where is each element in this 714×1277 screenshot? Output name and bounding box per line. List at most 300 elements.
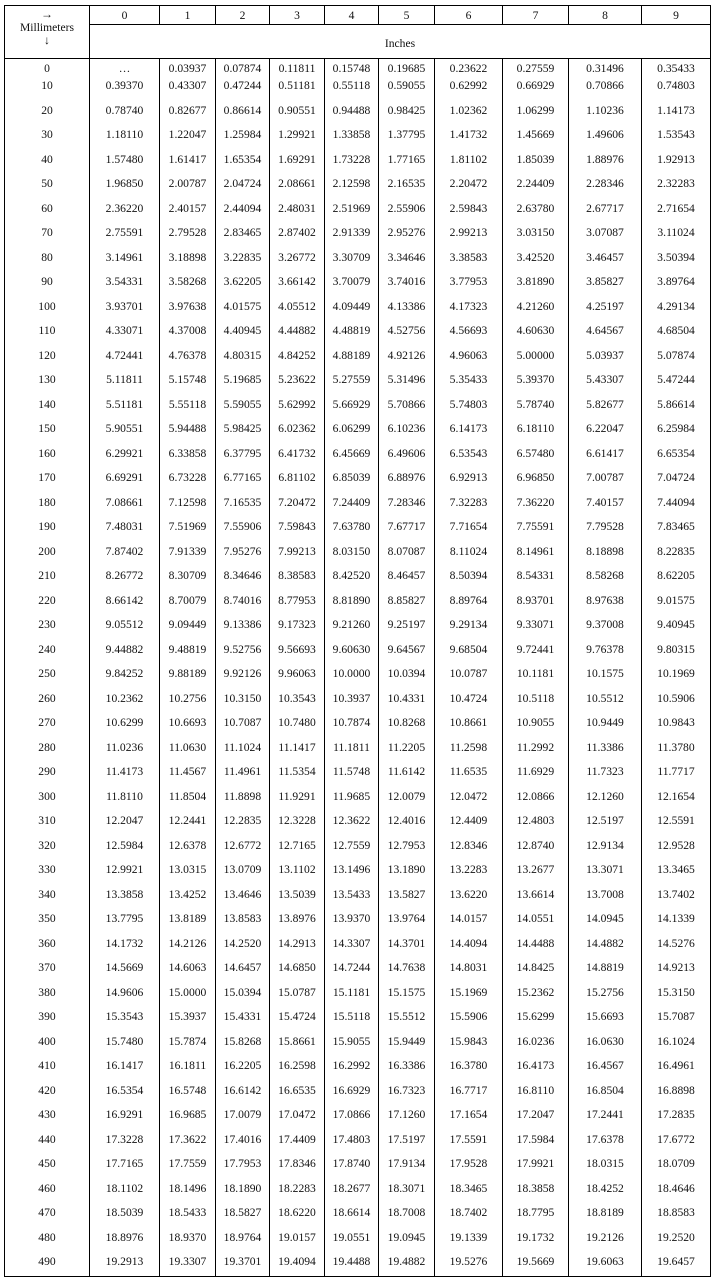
inch-value-cell: 5.55118 <box>160 394 216 419</box>
inch-value-cell: 9.60630 <box>325 639 379 664</box>
millimeter-value-cell: 80 <box>5 247 90 272</box>
table-row <box>5 247 711 272</box>
inch-value-cell: 3.81890 <box>503 271 569 296</box>
inch-value-cell: 17.5984 <box>503 1129 569 1154</box>
inch-value-cell: 0.03937 <box>160 59 216 76</box>
inch-value-cell: 17.4803 <box>325 1129 379 1154</box>
inch-value-cell: 11.5354 <box>270 761 325 786</box>
millimeters-label: Millimeters <box>19 21 75 34</box>
inch-value-cell: 18.7402 <box>435 1202 503 1227</box>
table-row <box>5 467 711 492</box>
column-header-6: 6 <box>435 6 503 25</box>
column-header-5: 5 <box>379 6 435 25</box>
inch-value-cell: 17.3622 <box>160 1129 216 1154</box>
inch-value-cell: 14.1732 <box>90 933 160 958</box>
inch-value-cell: 18.2677 <box>325 1178 379 1203</box>
inch-value-cell: 12.8740 <box>503 835 569 860</box>
millimeter-value-cell: 130 <box>5 369 90 394</box>
inch-value-cell: 2.20472 <box>435 173 503 198</box>
inch-value-cell: 8.85827 <box>379 590 435 615</box>
inch-value-cell: 10.0000 <box>325 663 379 688</box>
millimeter-value-cell: 30 <box>5 124 90 149</box>
column-header-8: 8 <box>569 6 642 25</box>
millimeter-value-cell: 370 <box>5 957 90 982</box>
inch-value-cell: 4.13386 <box>379 296 435 321</box>
inch-value-cell: 0.43307 <box>160 75 216 100</box>
inch-value-cell: 2.91339 <box>325 222 379 247</box>
inch-value-cell: 11.5748 <box>325 761 379 786</box>
inch-value-cell: 8.30709 <box>160 565 216 590</box>
inch-value-cell: 7.00787 <box>569 467 642 492</box>
inch-value-cell: 2.16535 <box>379 173 435 198</box>
inch-value-cell: 5.47244 <box>642 369 711 394</box>
inch-value-cell: 4.68504 <box>642 320 711 345</box>
table-row <box>5 614 711 639</box>
table-row <box>5 1080 711 1105</box>
millimeter-value-cell: 350 <box>5 908 90 933</box>
inch-value-cell: 5.15748 <box>160 369 216 394</box>
inch-value-cell: 3.22835 <box>216 247 270 272</box>
inch-value-cell: 17.6772 <box>642 1129 711 1154</box>
inch-value-cell: 9.09449 <box>160 614 216 639</box>
inch-value-cell: 14.7638 <box>379 957 435 982</box>
inch-value-cell: 16.8110 <box>503 1080 569 1105</box>
inch-value-cell: 3.26772 <box>270 247 325 272</box>
inch-value-cell: 7.28346 <box>379 492 435 517</box>
inch-value-cell: 17.2835 <box>642 1104 711 1129</box>
inch-value-cell: 13.5039 <box>270 884 325 909</box>
inch-value-cell: 18.1102 <box>90 1178 160 1203</box>
inch-value-cell: 17.4409 <box>270 1129 325 1154</box>
table-row <box>5 222 711 247</box>
inch-value-cell: 7.99213 <box>270 541 325 566</box>
inch-value-cell: 3.62205 <box>216 271 270 296</box>
inch-value-cell: 5.70866 <box>379 394 435 419</box>
inch-value-cell: 14.2126 <box>160 933 216 958</box>
inch-value-cell: 17.5197 <box>379 1129 435 1154</box>
inch-value-cell: 5.78740 <box>503 394 569 419</box>
inch-value-cell: 5.94488 <box>160 418 216 443</box>
inch-value-cell: 4.76378 <box>160 345 216 370</box>
millimeter-value-cell: 480 <box>5 1227 90 1252</box>
inch-value-cell: 13.1890 <box>379 859 435 884</box>
inch-value-cell: 16.4567 <box>569 1055 642 1080</box>
inch-value-cell: 11.1417 <box>270 737 325 762</box>
inch-value-cell: 19.0157 <box>270 1227 325 1252</box>
inch-value-cell: 9.76378 <box>569 639 642 664</box>
table-header <box>5 6 711 59</box>
inch-value-cell: 16.7717 <box>435 1080 503 1105</box>
inch-value-cell: 0.59055 <box>379 75 435 100</box>
table-row <box>5 1055 711 1080</box>
inch-value-cell: 5.27559 <box>325 369 379 394</box>
inch-value-cell: 18.7008 <box>379 1202 435 1227</box>
millimeter-value-cell: 410 <box>5 1055 90 1080</box>
inch-value-cell: 16.6929 <box>325 1080 379 1105</box>
inch-value-cell: 7.12598 <box>160 492 216 517</box>
inch-value-cell: 0.90551 <box>270 100 325 125</box>
inch-value-cell: 10.2362 <box>90 688 160 713</box>
inch-value-cell: 3.46457 <box>569 247 642 272</box>
inch-value-cell: 8.42520 <box>325 565 379 590</box>
inch-value-cell: 5.51181 <box>90 394 160 419</box>
table-row <box>5 761 711 786</box>
inch-value-cell: 14.2913 <box>270 933 325 958</box>
millimeter-value-cell: 340 <box>5 884 90 909</box>
inch-value-cell: 7.20472 <box>270 492 325 517</box>
inch-value-cell: 14.6850 <box>270 957 325 982</box>
inch-value-cell: 12.7559 <box>325 835 379 860</box>
inch-value-cell: 12.4016 <box>379 810 435 835</box>
inch-value-cell: 16.2205 <box>216 1055 270 1080</box>
inch-value-cell: 16.4173 <box>503 1055 569 1080</box>
inch-value-cell: 9.17323 <box>270 614 325 639</box>
inch-value-cell: 9.33071 <box>503 614 569 639</box>
inch-value-cell: 5.43307 <box>569 369 642 394</box>
inch-value-cell: 2.44094 <box>216 198 270 223</box>
inch-value-cell: 3.93701 <box>90 296 160 321</box>
inch-value-cell: 14.0551 <box>503 908 569 933</box>
inch-value-cell: 8.58268 <box>569 565 642 590</box>
millimeter-value-cell: 260 <box>5 688 90 713</box>
table-row <box>5 1129 711 1154</box>
conversion-table-container <box>4 5 710 1277</box>
inch-value-cell: 15.8268 <box>216 1031 270 1056</box>
inch-value-cell: 1.49606 <box>569 124 642 149</box>
inch-value-cell: 12.5591 <box>642 810 711 835</box>
inch-value-cell: 15.5512 <box>379 1006 435 1031</box>
inch-value-cell: 12.4409 <box>435 810 503 835</box>
inch-value-cell: 4.60630 <box>503 320 569 345</box>
millimeter-value-cell: 160 <box>5 443 90 468</box>
inch-value-cell: 12.5197 <box>569 810 642 835</box>
inch-value-cell: 17.3228 <box>90 1129 160 1154</box>
inch-value-cell: 11.4961 <box>216 761 270 786</box>
inch-value-cell: 2.00787 <box>160 173 216 198</box>
inch-value-cell: 10.9055 <box>503 712 569 737</box>
inch-value-cell: 15.3150 <box>642 982 711 1007</box>
inch-value-cell: 7.32283 <box>435 492 503 517</box>
millimeter-value-cell: 230 <box>5 614 90 639</box>
inch-value-cell: 6.53543 <box>435 443 503 468</box>
inch-value-cell: 10.2756 <box>160 688 216 713</box>
inch-value-cell: 7.04724 <box>642 467 711 492</box>
inch-value-cell: 1.85039 <box>503 149 569 174</box>
inch-value-cell: 12.2835 <box>216 810 270 835</box>
inch-value-cell: 17.7165 <box>90 1153 160 1178</box>
inch-value-cell: 8.93701 <box>503 590 569 615</box>
inch-value-cell: 9.37008 <box>569 614 642 639</box>
inch-value-cell: 11.3780 <box>642 737 711 762</box>
inch-value-cell: 0.31496 <box>569 59 642 76</box>
inch-value-cell: 5.00000 <box>503 345 569 370</box>
inch-value-cell: 2.51969 <box>325 198 379 223</box>
inch-value-cell: 12.5984 <box>90 835 160 860</box>
inch-value-cell: 18.1890 <box>216 1178 270 1203</box>
inch-value-cell: 0.39370 <box>90 75 160 100</box>
millimeter-value-cell: 90 <box>5 271 90 296</box>
inch-value-cell: 4.48819 <box>325 320 379 345</box>
inch-value-cell: 2.55906 <box>379 198 435 223</box>
inch-value-cell: 8.74016 <box>216 590 270 615</box>
inch-value-cell: 6.65354 <box>642 443 711 468</box>
column-header-1: 1 <box>160 6 216 25</box>
inch-value-cell: 4.84252 <box>270 345 325 370</box>
inch-value-cell: 13.4646 <box>216 884 270 909</box>
inch-value-cell: 15.3543 <box>90 1006 160 1031</box>
inch-value-cell: 2.87402 <box>270 222 325 247</box>
table-row <box>5 516 711 541</box>
inch-value-cell: 7.83465 <box>642 516 711 541</box>
inch-value-cell: 17.9528 <box>435 1153 503 1178</box>
inch-value-cell: 9.68504 <box>435 639 503 664</box>
inch-value-cell: 16.0630 <box>569 1031 642 1056</box>
inch-value-cell: 10.5512 <box>569 688 642 713</box>
inch-value-cell: 7.71654 <box>435 516 503 541</box>
inch-value-cell: 3.89764 <box>642 271 711 296</box>
inch-value-cell: 14.6063 <box>160 957 216 982</box>
millimeter-value-cell: 190 <box>5 516 90 541</box>
millimeter-value-cell: 110 <box>5 320 90 345</box>
inch-value-cell: 1.29921 <box>270 124 325 149</box>
inch-value-cell: 12.8346 <box>435 835 503 860</box>
inch-value-cell: 7.67717 <box>379 516 435 541</box>
inch-value-cell: 13.9370 <box>325 908 379 933</box>
inch-value-cell: 0.07874 <box>216 59 270 76</box>
inch-value-cell: 1.18110 <box>90 124 160 149</box>
inch-value-cell: 7.40157 <box>569 492 642 517</box>
inch-value-cell: 5.31496 <box>379 369 435 394</box>
inch-value-cell: 2.75591 <box>90 222 160 247</box>
inch-value-cell: 6.69291 <box>90 467 160 492</box>
inch-value-cell: 3.03150 <box>503 222 569 247</box>
table-row <box>5 418 711 443</box>
inch-value-cell: 5.74803 <box>435 394 503 419</box>
inch-value-cell: 11.1024 <box>216 737 270 762</box>
table-row <box>5 639 711 664</box>
table-row <box>5 1227 711 1252</box>
inch-value-cell: 16.1024 <box>642 1031 711 1056</box>
inch-value-cell: 1.77165 <box>379 149 435 174</box>
inch-value-cell: 6.49606 <box>379 443 435 468</box>
inch-value-cell: 0.23622 <box>435 59 503 76</box>
inch-value-cell: 17.0079 <box>216 1104 270 1129</box>
inch-value-cell: 4.37008 <box>160 320 216 345</box>
inch-value-cell: 9.52756 <box>216 639 270 664</box>
inch-value-cell: 17.9921 <box>503 1153 569 1178</box>
inch-value-cell: 16.6142 <box>216 1080 270 1105</box>
inch-value-cell: 2.99213 <box>435 222 503 247</box>
inch-value-cell: 3.42520 <box>503 247 569 272</box>
table-row <box>5 688 711 713</box>
inch-value-cell: 16.7323 <box>379 1080 435 1105</box>
inch-value-cell: 13.3465 <box>642 859 711 884</box>
inch-value-cell: 18.3465 <box>435 1178 503 1203</box>
inch-value-cell: 6.22047 <box>569 418 642 443</box>
inch-value-cell: 8.07087 <box>379 541 435 566</box>
inch-value-cell: 18.2283 <box>270 1178 325 1203</box>
inch-value-cell: … <box>90 59 160 76</box>
millimeter-value-cell: 100 <box>5 296 90 321</box>
inch-value-cell: 19.1732 <box>503 1227 569 1252</box>
inch-value-cell: 15.3937 <box>160 1006 216 1031</box>
inch-value-cell: 10.1969 <box>642 663 711 688</box>
inch-value-cell: 10.8661 <box>435 712 503 737</box>
millimeters-header-cell <box>5 6 90 59</box>
inch-value-cell: 11.4567 <box>160 761 216 786</box>
inch-value-cell: 8.34646 <box>216 565 270 590</box>
inch-value-cell: 1.25984 <box>216 124 270 149</box>
millimeter-value-cell: 270 <box>5 712 90 737</box>
inch-value-cell: 19.5276 <box>435 1251 503 1276</box>
inch-value-cell: 4.52756 <box>379 320 435 345</box>
inch-value-cell: 3.58268 <box>160 271 216 296</box>
inch-value-cell: 14.6457 <box>216 957 270 982</box>
inch-value-cell: 6.45669 <box>325 443 379 468</box>
inch-value-cell: 18.8189 <box>569 1202 642 1227</box>
inch-value-cell: 11.8110 <box>90 786 160 811</box>
inch-value-cell: 8.26772 <box>90 565 160 590</box>
inch-value-cell: 2.12598 <box>325 173 379 198</box>
table-body <box>5 59 711 1277</box>
table-row <box>5 369 711 394</box>
millimeter-value-cell: 70 <box>5 222 90 247</box>
inch-value-cell: 9.21260 <box>325 614 379 639</box>
inch-value-cell: 6.81102 <box>270 467 325 492</box>
inch-value-cell: 19.3307 <box>160 1251 216 1276</box>
inch-value-cell: 13.7402 <box>642 884 711 909</box>
inch-value-cell: 6.18110 <box>503 418 569 443</box>
inch-value-cell: 16.1811 <box>160 1055 216 1080</box>
inch-value-cell: 7.91339 <box>160 541 216 566</box>
inch-value-cell: 18.4252 <box>569 1178 642 1203</box>
inch-value-cell: 9.13386 <box>216 614 270 639</box>
inch-value-cell: 2.36220 <box>90 198 160 223</box>
inch-value-cell: 15.7874 <box>160 1031 216 1056</box>
millimeter-value-cell: 20 <box>5 100 90 125</box>
inch-value-cell: 1.96850 <box>90 173 160 198</box>
millimeter-value-cell: 300 <box>5 786 90 811</box>
inch-value-cell: 5.66929 <box>325 394 379 419</box>
inch-value-cell: 8.89764 <box>435 590 503 615</box>
inch-value-cell: 12.0079 <box>379 786 435 811</box>
inch-value-cell: 3.85827 <box>569 271 642 296</box>
millimeter-value-cell: 240 <box>5 639 90 664</box>
inch-value-cell: 15.9843 <box>435 1031 503 1056</box>
inch-value-cell: 6.33858 <box>160 443 216 468</box>
table-row <box>5 124 711 149</box>
inch-value-cell: 5.98425 <box>216 418 270 443</box>
inch-value-cell: 18.7795 <box>503 1202 569 1227</box>
inch-value-cell: 14.0945 <box>569 908 642 933</box>
inch-value-cell: 9.40945 <box>642 614 711 639</box>
inch-value-cell: 0.19685 <box>379 59 435 76</box>
millimeter-value-cell: 280 <box>5 737 90 762</box>
inch-value-cell: 9.96063 <box>270 663 325 688</box>
millimeter-value-cell: 490 <box>5 1251 90 1276</box>
inch-value-cell: 13.2283 <box>435 859 503 884</box>
inch-value-cell: 5.39370 <box>503 369 569 394</box>
inch-value-cell: 7.55906 <box>216 516 270 541</box>
inch-value-cell: 0.78740 <box>90 100 160 125</box>
inch-value-cell: 2.95276 <box>379 222 435 247</box>
table-row <box>5 59 711 76</box>
inch-value-cell: 8.14961 <box>503 541 569 566</box>
table-row <box>5 541 711 566</box>
inch-value-cell: 18.3858 <box>503 1178 569 1203</box>
inch-value-cell: 17.7953 <box>216 1153 270 1178</box>
inch-value-cell: 4.56693 <box>435 320 503 345</box>
inch-value-cell: 14.5669 <box>90 957 160 982</box>
inch-value-cell: 14.8031 <box>435 957 503 982</box>
inch-value-cell: 8.18898 <box>569 541 642 566</box>
inch-value-cell: 6.02362 <box>270 418 325 443</box>
column-header-7: 7 <box>503 6 569 25</box>
inch-value-cell: 2.08661 <box>270 173 325 198</box>
inch-value-cell: 8.11024 <box>435 541 503 566</box>
inch-value-cell: 19.1339 <box>435 1227 503 1252</box>
inch-value-cell: 1.37795 <box>379 124 435 149</box>
inch-value-cell: 1.14173 <box>642 100 711 125</box>
table-row <box>5 492 711 517</box>
millimeter-value-cell: 310 <box>5 810 90 835</box>
inch-value-cell: 12.9528 <box>642 835 711 860</box>
inch-value-cell: 14.8819 <box>569 957 642 982</box>
inch-value-cell: 14.4094 <box>435 933 503 958</box>
inch-value-cell: 4.88189 <box>325 345 379 370</box>
inch-value-cell: 6.29921 <box>90 443 160 468</box>
inch-value-cell: 18.4646 <box>642 1178 711 1203</box>
inch-value-cell: 1.57480 <box>90 149 160 174</box>
table-row <box>5 320 711 345</box>
millimeter-value-cell: 250 <box>5 663 90 688</box>
inch-value-cell: 12.9134 <box>569 835 642 860</box>
inch-value-cell: 1.81102 <box>435 149 503 174</box>
inch-value-cell: 13.4252 <box>160 884 216 909</box>
table-row <box>5 712 711 737</box>
inch-value-cell: 17.6378 <box>569 1129 642 1154</box>
inch-value-cell: 0.55118 <box>325 75 379 100</box>
inch-value-cell: 19.4488 <box>325 1251 379 1276</box>
inch-value-cell: 9.01575 <box>642 590 711 615</box>
table-row <box>5 737 711 762</box>
inch-value-cell: 14.5276 <box>642 933 711 958</box>
inch-value-cell: 18.9370 <box>160 1227 216 1252</box>
inch-value-cell: 3.18898 <box>160 247 216 272</box>
inch-value-cell: 4.40945 <box>216 320 270 345</box>
table-row <box>5 908 711 933</box>
inch-value-cell: 7.79528 <box>569 516 642 541</box>
inch-value-cell: 11.3386 <box>569 737 642 762</box>
inch-value-cell: 15.4331 <box>216 1006 270 1031</box>
inch-value-cell: 18.8976 <box>90 1227 160 1252</box>
mm-to-inches-table <box>4 5 711 1277</box>
inch-value-cell: 1.06299 <box>503 100 569 125</box>
inch-value-cell: 3.34646 <box>379 247 435 272</box>
inch-value-cell: 13.1102 <box>270 859 325 884</box>
inch-value-cell: 0.35433 <box>642 59 711 76</box>
inch-value-cell: 1.53543 <box>642 124 711 149</box>
inch-value-cell: 8.03150 <box>325 541 379 566</box>
inch-value-cell: 5.59055 <box>216 394 270 419</box>
inch-value-cell: 9.92126 <box>216 663 270 688</box>
millimeter-value-cell: 120 <box>5 345 90 370</box>
inch-value-cell: 7.36220 <box>503 492 569 517</box>
inch-value-cell: 18.6220 <box>270 1202 325 1227</box>
inch-value-cell: 19.6457 <box>642 1251 711 1276</box>
inch-value-cell: 0.82677 <box>160 100 216 125</box>
inch-value-cell: 11.4173 <box>90 761 160 786</box>
